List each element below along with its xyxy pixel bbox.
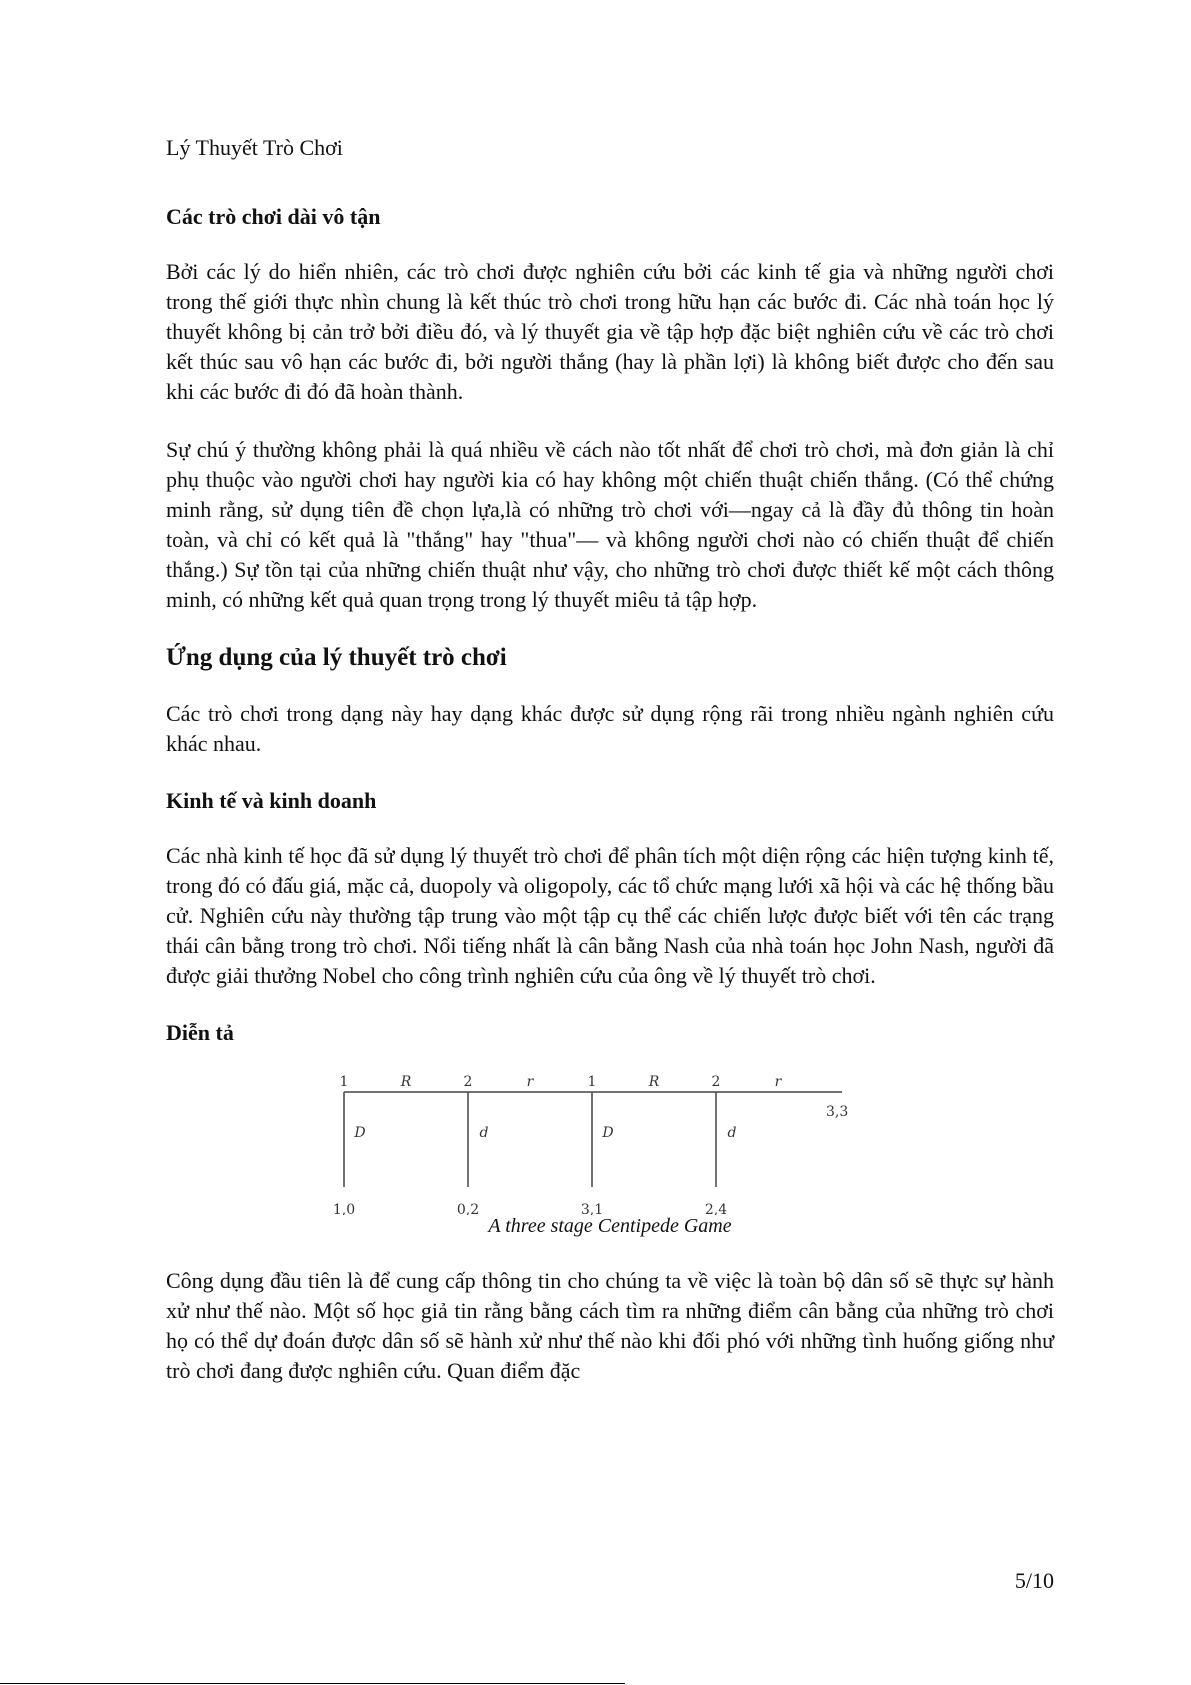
paragraph: Công dụng đầu tiên là để cung cấp thông tin cho chúng ta về việc là toàn bộ dân số sẽ thực sự hành xử như thế nào. Một số học giả tin rằng bằng cách tìm ra những điểm cân bằng của những trò chơi họ có thể dự đoán được dân số sẽ hành xử như thế nào khi đối phó với những tình huống giống như trò chơi đang được nghiên cứu. Quan điểm đặc — [166, 1268, 1054, 1383]
section-heading-economics: Kinh tế và kinh doanh — [166, 788, 377, 813]
player-label: 1 — [587, 1074, 597, 1090]
paragraph: Bởi các lý do hiển nhiên, các trò chơi được nghiên cứu bởi các kinh tế gia và những người chơi trong thế giới thực nhìn chung là kết thúc trò chơi trong hữu hạn các bước đi. Các nhà toán học lý thuyết không bị cản trở bởi điều đó, và lý thuyết gia về tập hợp đặc biệt nghiên cứu về các trò chơi kết thúc sau vô hạn các bước đi, bởi người thắng (hay là phần lợi) là không biết được cho đến sau khi các bước đi đó đã hoàn thành. — [166, 259, 1054, 404]
across-move-label: r — [526, 1074, 534, 1090]
payoff-label: 3,1 — [580, 1202, 604, 1215]
player-label: 2 — [711, 1074, 721, 1090]
section-heading-description: Diễn tả — [166, 1020, 234, 1045]
centipede-game-diagram — [166, 1065, 1054, 1215]
paragraph: Các trò chơi trong dạng này hay dạng khác được sử dụng rộng rãi trong nhiều ngành nghiên cứu khác nhau. — [166, 701, 1054, 756]
player-label: 2 — [463, 1074, 473, 1090]
across-move-label: R — [648, 1074, 660, 1090]
down-move-label: d — [479, 1125, 489, 1141]
final-payoff-label: 3,3 — [826, 1104, 849, 1120]
figure-caption: A three stage Centipede Game — [488, 1215, 732, 1237]
down-move-label: d — [727, 1125, 737, 1141]
paragraph: Các nhà kinh tế học đã sử dụng lý thuyết trò chơi để phân tích một diện rộng các hiện tượng kinh tế, trong đó có đấu giá, mặc cả, duopoly và oligopoly, các tổ chức mạng lưới xã hội và các hệ thống bầu cử. Nghiên cứu này thường tập trung vào một tập cụ thể các chiến lược được biết với tên các trạng thái cân bằng trong trò chơi. Nổi tiếng nhất là cân bằng Nash của nhà toán học John Nash, người đã được giải thưởng Nobel cho công trình nghiên cứu của ông về lý thuyết trò chơi. — [166, 843, 1054, 988]
across-move-label: r — [774, 1074, 782, 1090]
payoff-label: 2,4 — [704, 1202, 728, 1215]
page-number: 5/10 — [1014, 1568, 1054, 1593]
section-heading-infinite-games: Các trò chơi dài vô tận — [166, 204, 381, 229]
across-move-label: R — [400, 1074, 412, 1090]
player-label: 1 — [339, 1074, 349, 1090]
centipede-game-figure — [166, 1065, 1054, 1215]
section-heading-applications: Ứng dụng của lý thuyết trò chơi — [166, 644, 507, 671]
payoff-label: 1,0 — [332, 1202, 356, 1215]
paragraph: Sự chú ý thường không phải là quá nhiều về cách nào tốt nhất để chơi trò chơi, mà đơn giản là chỉ phụ thuộc vào người chơi hay người kia có hay không một chiến thuật chiến thắng. (Có thể chứng minh rằng, sử dụng tiên đề chọn lựa,là có những trò chơi với—ngay cả là đầy đủ thông tin hoàn toàn, và chỉ có kết quả là "thắng" hay "thua"— và không người chơi nào có chiến thuật để chiến thắng.) Sự tồn tại của những chiến thuật như vậy, cho những trò chơi được thiết kế một cách thông minh, có những kết quả quan trọng trong lý thuyết miêu tả tập hợp. — [166, 437, 1054, 612]
document-body — [166, 203, 1054, 1414]
payoff-label: 0,2 — [456, 1202, 480, 1215]
down-move-label: D — [602, 1125, 614, 1141]
running-header: Lý Thuyết Trò Chơi — [166, 135, 343, 160]
bottom-rule — [0, 1683, 625, 1684]
down-move-label: D — [354, 1125, 366, 1141]
